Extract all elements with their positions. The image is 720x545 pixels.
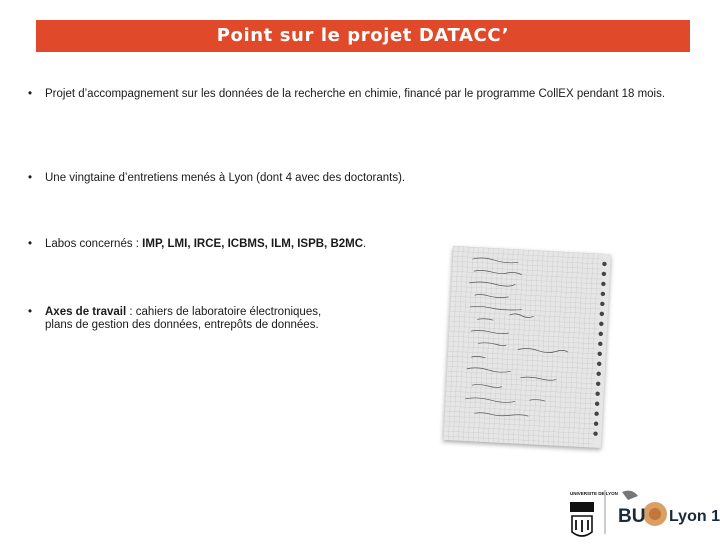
notebook-drawing: [443, 246, 611, 448]
bullet-suffix: : cahiers de laboratoire électroniques, plans de gestion des données, entrepôts de données.: [45, 306, 322, 331]
bullet-text: Une vingtaine d’entretiens menés à Lyon (dont 4 avec des doctorants).: [45, 172, 406, 184]
bullet-dot: •: [28, 172, 33, 184]
university-logo-text: UNIVERSITE DE LYON: [570, 491, 618, 496]
lyon-text: Lyon 1: [669, 508, 720, 525]
bullet-prefix: Labos concernés :: [45, 238, 143, 250]
bullet-text: Projet d’accompagnement sur les données de la recherche en chimie, financé par le programme CollEX pendant 18 mois.: [45, 88, 666, 100]
bu-text: BU: [618, 506, 646, 527]
bullet-text: [45, 238, 366, 251]
bullet-text: [45, 306, 345, 332]
bullet-dot: •: [28, 88, 33, 100]
work-axes-label: Axes de travail: [45, 306, 127, 318]
logos-drawing: [566, 486, 720, 540]
labs-list: IMP, LMI, IRCE, ICBMS, ILM, ISPB, B2MC: [142, 238, 364, 250]
bullet-dot: •: [28, 238, 33, 250]
bullet-suffix: .: [363, 238, 367, 250]
bu-logo: [618, 491, 720, 527]
university-logo: [570, 491, 618, 536]
lab-notebook-image: [443, 246, 611, 448]
title-bar: [36, 20, 690, 52]
logos-area: [566, 486, 720, 540]
bullet-dot: •: [28, 306, 33, 318]
page-title: Point sur le projet DATACC’: [216, 25, 510, 46]
